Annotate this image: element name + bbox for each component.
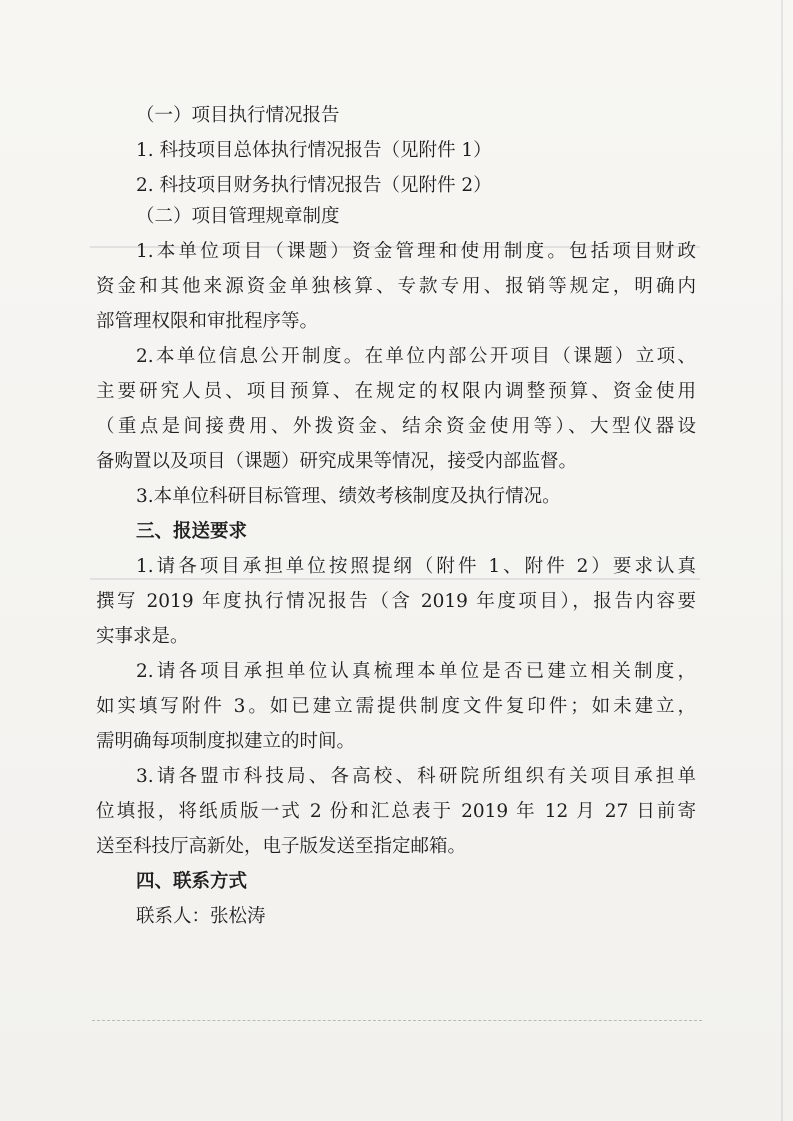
bottom-rule — [92, 1020, 702, 1022]
scan-edge — [781, 0, 783, 1121]
subheading-management-rules: （二）项目管理规章制度 — [136, 206, 340, 227]
paragraph-line: 送至科技厅高新处，电子版发送至指定邮箱。 — [96, 836, 467, 857]
paragraph-line: 部管理权限和审批程序等。 — [96, 311, 319, 332]
paragraph-line: 1.本单位项目（课题）资金管理和使用制度。包括项目财政 — [136, 241, 696, 262]
paragraph-line: 2.请各项目承担单位认真梳理本单位是否已建立相关制度， — [136, 661, 696, 682]
paragraph-line: 2. 科技项目财务执行情况报告（见附件 2） — [136, 175, 492, 196]
paragraph-line: （重点是间接费用、外拨资金、结余资金使用等）、大型仪器设 — [96, 416, 696, 437]
document-body — [96, 100, 696, 932]
paragraph-line: 2.本单位信息公开制度。在单位内部公开项目（课题）立项、 — [136, 346, 696, 367]
paragraph-line: 资金和其他来源资金单独核算、专款专用、报销等规定，明确内 — [96, 276, 696, 297]
paragraph-line: 3.请各盟市科技局、各高校、科研院所组织有关项目承担单 — [136, 766, 696, 787]
paragraph-line: 实事求是。 — [96, 626, 189, 647]
paragraph-line: 主要研究人员、项目预算、在规定的权限内调整预算、资金使用 — [96, 381, 696, 402]
paragraph-line: 如实填写附件 3。如已建立需提供制度文件复印件；如未建立， — [96, 696, 696, 717]
subheading-project-execution: （一）项目执行情况报告 — [136, 105, 340, 126]
paragraph-line: 1. 科技项目总体执行情况报告（见附件 1） — [136, 140, 492, 161]
paragraph-line: 位填报，将纸质版一式 2 份和汇总表于 2019 年 12 月 27 日前寄 — [96, 801, 696, 822]
paragraph-line: 撰写 2019 年度执行情况报告（含 2019 年度项目），报告内容要 — [96, 591, 696, 612]
paragraph-line: 1.请各项目承担单位按照提纲（附件 1、附件 2）要求认真 — [136, 556, 696, 577]
section-heading-contact: 四、联系方式 — [136, 871, 248, 892]
section-heading-submission: 三、报送要求 — [136, 521, 248, 542]
paragraph-line: 备购置以及项目（课题）研究成果等情况，接受内部监督。 — [96, 451, 578, 472]
paragraph-line: 3.本单位科研目标管理、绩效考核制度及执行情况。 — [136, 486, 561, 507]
paragraph-line: 需明确每项制度拟建立的时间。 — [96, 731, 356, 752]
contact-person: 联系人：张松涛 — [136, 906, 266, 927]
